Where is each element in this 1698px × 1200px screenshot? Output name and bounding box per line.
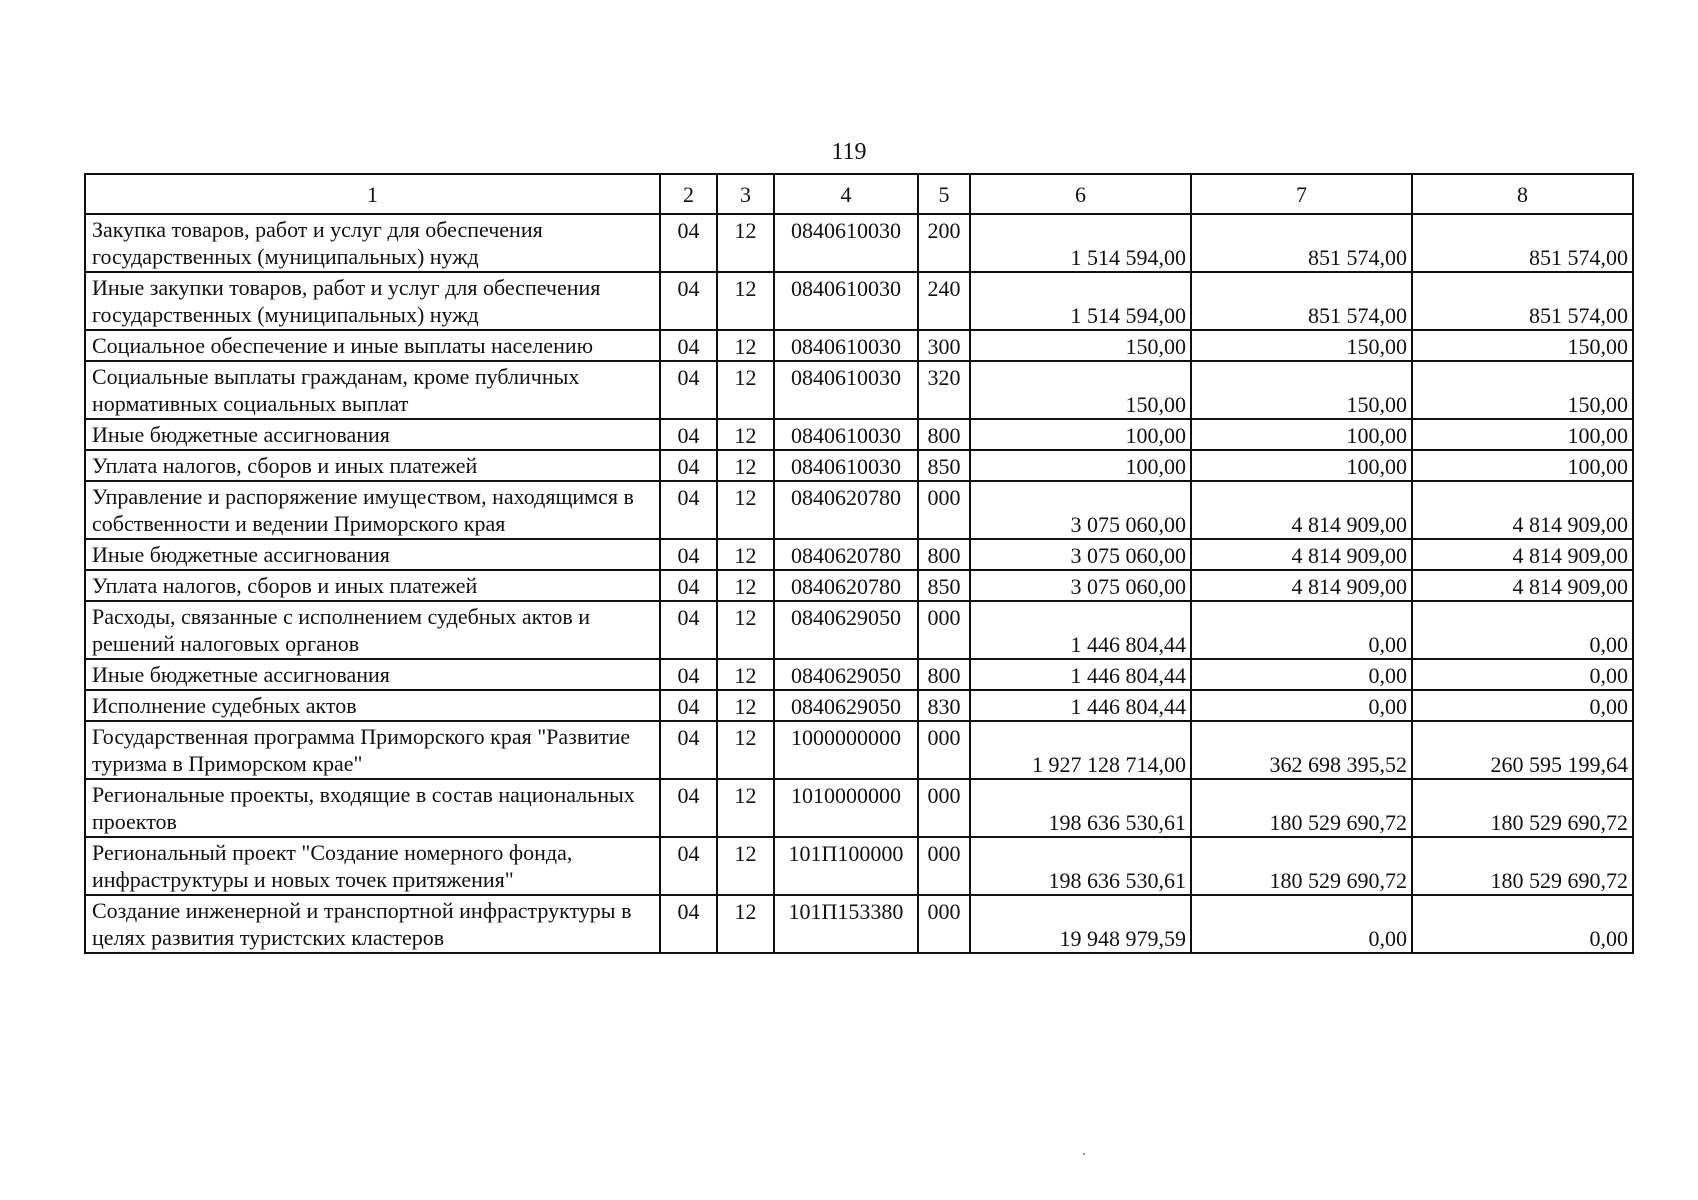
section-code-cell: 04 [660, 837, 717, 895]
table-row [85, 361, 1633, 419]
section-code-cell: 04 [660, 539, 717, 570]
target-article-cell: 0840610030 [774, 330, 918, 361]
section-code-cell: 04 [660, 601, 717, 659]
section-code-cell: 04 [660, 361, 717, 419]
table-row [85, 779, 1633, 837]
amount-col6-cell: 1 446 804,44 [970, 659, 1191, 690]
amount-col8-cell: 0,00 [1412, 601, 1633, 659]
subsection-code-cell: 12 [717, 721, 774, 779]
row-name-cell: Иные закупки товаров, работ и услуг для обеспечения государственных (муниципальных) нужд [85, 272, 660, 330]
column-header-2: 2 [660, 174, 717, 214]
expense-type-cell: 000 [918, 837, 970, 895]
row-name-cell: Иные бюджетные ассигнования [85, 659, 660, 690]
target-article-cell: 101П100000 [774, 837, 918, 895]
subsection-code-cell: 12 [717, 690, 774, 721]
target-article-cell: 0840610030 [774, 214, 918, 272]
table-row [85, 837, 1633, 895]
expense-type-cell: 850 [918, 570, 970, 601]
amount-col7-cell: 0,00 [1191, 895, 1412, 953]
row-name-cell: Уплата налогов, сборов и иных платежей [85, 570, 660, 601]
table-row [85, 450, 1633, 481]
expense-type-cell: 300 [918, 330, 970, 361]
column-header-5: 5 [918, 174, 970, 214]
row-name-cell: Иные бюджетные ассигнования [85, 419, 660, 450]
row-name-cell: Закупка товаров, работ и услуг для обеспечения государственных (муниципальных) нужд [85, 214, 660, 272]
expense-type-cell: 000 [918, 721, 970, 779]
target-article-cell: 0840620780 [774, 539, 918, 570]
amount-col8-cell: 150,00 [1412, 361, 1633, 419]
amount-col8-cell: 260 595 199,64 [1412, 721, 1633, 779]
amount-col6-cell: 198 636 530,61 [970, 779, 1191, 837]
section-code-cell: 04 [660, 272, 717, 330]
table-row [85, 419, 1633, 450]
table-row [85, 601, 1633, 659]
amount-col7-cell: 362 698 395,52 [1191, 721, 1412, 779]
column-header-3: 3 [717, 174, 774, 214]
target-article-cell: 0840610030 [774, 361, 918, 419]
section-code-cell: 04 [660, 419, 717, 450]
amount-col8-cell: 0,00 [1412, 895, 1633, 953]
column-header-8: 8 [1412, 174, 1633, 214]
amount-col7-cell: 0,00 [1191, 659, 1412, 690]
amount-col7-cell: 180 529 690,72 [1191, 837, 1412, 895]
section-code-cell: 04 [660, 481, 717, 539]
expense-type-cell: 200 [918, 214, 970, 272]
subsection-code-cell: 12 [717, 659, 774, 690]
table-row [85, 214, 1633, 272]
amount-col6-cell: 19 948 979,59 [970, 895, 1191, 953]
expense-type-cell: 850 [918, 450, 970, 481]
column-header-7: 7 [1191, 174, 1412, 214]
section-code-cell: 04 [660, 690, 717, 721]
section-code-cell: 04 [660, 570, 717, 601]
amount-col7-cell: 4 814 909,00 [1191, 481, 1412, 539]
amount-col7-cell: 180 529 690,72 [1191, 779, 1412, 837]
amount-col6-cell: 100,00 [970, 419, 1191, 450]
expense-type-cell: 320 [918, 361, 970, 419]
amount-col8-cell: 180 529 690,72 [1412, 837, 1633, 895]
subsection-code-cell: 12 [717, 330, 774, 361]
row-name-cell: Социальное обеспечение и иные выплаты населению [85, 330, 660, 361]
column-header-1: 1 [85, 174, 660, 214]
amount-col7-cell: 150,00 [1191, 361, 1412, 419]
table-row [85, 895, 1633, 953]
subsection-code-cell: 12 [717, 837, 774, 895]
row-name-cell: Уплата налогов, сборов и иных платежей [85, 450, 660, 481]
subsection-code-cell: 12 [717, 214, 774, 272]
target-article-cell: 0840629050 [774, 690, 918, 721]
amount-col7-cell: 4 814 909,00 [1191, 539, 1412, 570]
row-name-cell: Социальные выплаты гражданам, кроме публичных нормативных социальных выплат [85, 361, 660, 419]
amount-col6-cell: 100,00 [970, 450, 1191, 481]
expense-type-cell: 240 [918, 272, 970, 330]
amount-col6-cell: 3 075 060,00 [970, 570, 1191, 601]
table-row [85, 272, 1633, 330]
amount-col6-cell: 3 075 060,00 [970, 539, 1191, 570]
amount-col8-cell: 150,00 [1412, 330, 1633, 361]
table-row [85, 330, 1633, 361]
target-article-cell: 0840629050 [774, 659, 918, 690]
amount-col7-cell: 851 574,00 [1191, 272, 1412, 330]
amount-col6-cell: 1 446 804,44 [970, 601, 1191, 659]
row-name-cell: Региональный проект "Создание номерного фонда, инфраструктуры и новых точек притяжения" [85, 837, 660, 895]
amount-col6-cell: 198 636 530,61 [970, 837, 1191, 895]
subsection-code-cell: 12 [717, 272, 774, 330]
target-article-cell: 0840610030 [774, 272, 918, 330]
amount-col8-cell: 0,00 [1412, 659, 1633, 690]
table-row [85, 721, 1633, 779]
subsection-code-cell: 12 [717, 895, 774, 953]
amount-col7-cell: 0,00 [1191, 690, 1412, 721]
expense-type-cell: 000 [918, 779, 970, 837]
row-name-cell: Расходы, связанные с исполнением судебных актов и решений налоговых органов [85, 601, 660, 659]
amount-col6-cell: 150,00 [970, 330, 1191, 361]
scan-speck [1083, 1153, 1085, 1155]
row-name-cell: Региональные проекты, входящие в состав национальных проектов [85, 779, 660, 837]
target-article-cell: 0840620780 [774, 481, 918, 539]
amount-col7-cell: 100,00 [1191, 450, 1412, 481]
table-row [85, 481, 1633, 539]
target-article-cell: 101П153380 [774, 895, 918, 953]
subsection-code-cell: 12 [717, 450, 774, 481]
amount-col8-cell: 100,00 [1412, 419, 1633, 450]
amount-col8-cell: 4 814 909,00 [1412, 539, 1633, 570]
amount-col8-cell: 100,00 [1412, 450, 1633, 481]
target-article-cell: 0840610030 [774, 419, 918, 450]
budget-table [84, 173, 1634, 954]
amount-col6-cell: 1 514 594,00 [970, 272, 1191, 330]
subsection-code-cell: 12 [717, 601, 774, 659]
subsection-code-cell: 12 [717, 539, 774, 570]
section-code-cell: 04 [660, 779, 717, 837]
row-name-cell: Создание инженерной и транспортной инфраструктуры в целях развития туристских кластеров [85, 895, 660, 953]
expense-type-cell: 000 [918, 601, 970, 659]
expense-type-cell: 800 [918, 659, 970, 690]
subsection-code-cell: 12 [717, 779, 774, 837]
section-code-cell: 04 [660, 659, 717, 690]
amount-col8-cell: 851 574,00 [1412, 214, 1633, 272]
amount-col8-cell: 0,00 [1412, 690, 1633, 721]
table-row [85, 539, 1633, 570]
page-number: 119 [831, 139, 867, 165]
row-name-cell: Государственная программа Приморского края "Развитие туризма в Приморском крае" [85, 721, 660, 779]
expense-type-cell: 830 [918, 690, 970, 721]
amount-col6-cell: 1 514 594,00 [970, 214, 1191, 272]
subsection-code-cell: 12 [717, 570, 774, 601]
table-header-row [85, 174, 1633, 214]
table-row [85, 570, 1633, 601]
amount-col8-cell: 851 574,00 [1412, 272, 1633, 330]
section-code-cell: 04 [660, 721, 717, 779]
section-code-cell: 04 [660, 450, 717, 481]
target-article-cell: 0840629050 [774, 601, 918, 659]
expense-type-cell: 000 [918, 895, 970, 953]
expense-type-cell: 000 [918, 481, 970, 539]
target-article-cell: 1010000000 [774, 779, 918, 837]
column-header-4: 4 [774, 174, 918, 214]
section-code-cell: 04 [660, 214, 717, 272]
target-article-cell: 0840620780 [774, 570, 918, 601]
amount-col8-cell: 4 814 909,00 [1412, 570, 1633, 601]
amount-col7-cell: 4 814 909,00 [1191, 570, 1412, 601]
amount-col7-cell: 100,00 [1191, 419, 1412, 450]
amount-col7-cell: 150,00 [1191, 330, 1412, 361]
section-code-cell: 04 [660, 895, 717, 953]
subsection-code-cell: 12 [717, 361, 774, 419]
column-header-6: 6 [970, 174, 1191, 214]
amount-col6-cell: 3 075 060,00 [970, 481, 1191, 539]
amount-col8-cell: 180 529 690,72 [1412, 779, 1633, 837]
amount-col6-cell: 1 446 804,44 [970, 690, 1191, 721]
subsection-code-cell: 12 [717, 419, 774, 450]
amount-col6-cell: 1 927 128 714,00 [970, 721, 1191, 779]
row-name-cell: Управление и распоряжение имуществом, находящимся в собственности и ведении Приморского края [85, 481, 660, 539]
table-row [85, 659, 1633, 690]
expense-type-cell: 800 [918, 539, 970, 570]
section-code-cell: 04 [660, 330, 717, 361]
table-row [85, 690, 1633, 721]
amount-col6-cell: 150,00 [970, 361, 1191, 419]
amount-col7-cell: 0,00 [1191, 601, 1412, 659]
target-article-cell: 0840610030 [774, 450, 918, 481]
row-name-cell: Исполнение судебных актов [85, 690, 660, 721]
target-article-cell: 1000000000 [774, 721, 918, 779]
row-name-cell: Иные бюджетные ассигнования [85, 539, 660, 570]
amount-col7-cell: 851 574,00 [1191, 214, 1412, 272]
subsection-code-cell: 12 [717, 481, 774, 539]
expense-type-cell: 800 [918, 419, 970, 450]
amount-col8-cell: 4 814 909,00 [1412, 481, 1633, 539]
